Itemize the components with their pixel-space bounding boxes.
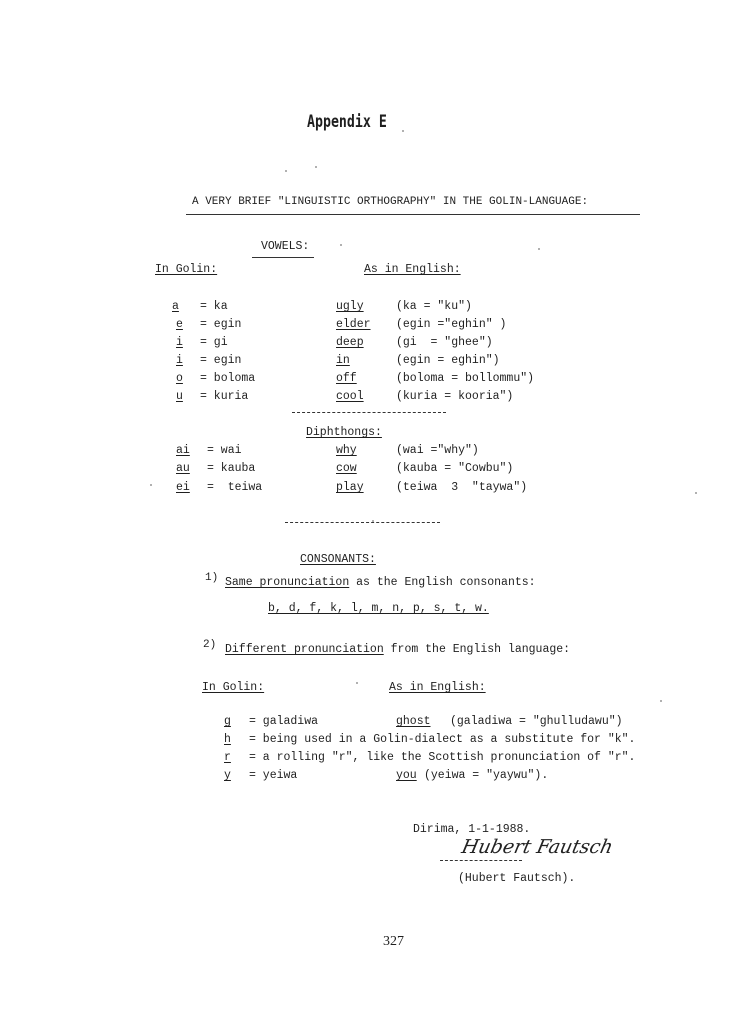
page-number: 327 <box>383 934 404 949</box>
item-text <box>225 643 570 656</box>
col-golin-header: In Golin: <box>155 263 218 276</box>
diphthong-note: (kauba = "Cowbu") <box>396 462 514 475</box>
vowel-note: (egin ="eghin" ) <box>396 318 507 331</box>
vowel-golin: = egin <box>200 318 242 331</box>
scan-speck <box>356 682 358 684</box>
consonant-letter: y <box>224 769 231 782</box>
consonant-letter: h <box>224 733 231 746</box>
diphthong-english: why <box>336 444 357 457</box>
consonant-note: (galadiwa = "ghulludawu") <box>450 715 623 728</box>
vowel-english: ugly <box>336 300 364 313</box>
consonant-note: (yeiwa = "yaywu"). <box>424 769 549 782</box>
vowel-golin: = boloma <box>200 372 256 385</box>
col-golin-header: In Golin: <box>202 681 265 694</box>
diphthong-english: play <box>336 481 364 494</box>
diphthongs-label: Diphthongs: <box>306 426 382 439</box>
consonant-text: = galadiwa <box>249 715 319 728</box>
item-text <box>225 576 536 589</box>
col-english-header: As in English: <box>389 681 486 694</box>
diphthong-english: cow <box>336 462 357 475</box>
vowel-letter: e <box>176 318 183 331</box>
section-heading: A VERY BRIEF "LINGUISTIC ORTHOGRAPHY" IN THE GOLIN-LANGUAGE: <box>192 196 589 208</box>
vowels-label: VOWELS: <box>261 240 310 253</box>
diphthong-letter: ai <box>176 444 190 457</box>
vowel-note: (boloma = bollommu") <box>396 372 535 385</box>
section-divider <box>292 412 446 413</box>
vowel-golin: = kuria <box>200 390 249 403</box>
scan-speck <box>660 700 662 702</box>
diphthong-golin: = teiwa <box>207 481 263 494</box>
diphthong-golin: = wai <box>207 444 242 457</box>
vowel-english: in <box>336 354 350 367</box>
consonant-text: = a rolling "r", like the Scottish pronunciation of "r". <box>249 751 636 764</box>
vowel-note: (gi = "ghee") <box>396 336 493 349</box>
vowel-letter: i <box>176 354 183 367</box>
col-english-header: As in English: <box>364 263 461 276</box>
diphthong-note: (wai ="why") <box>396 444 479 457</box>
vowel-golin: = ka <box>200 300 228 313</box>
scan-speck <box>695 492 697 494</box>
consonant-letter: r <box>224 751 231 764</box>
vowel-letter: u <box>176 390 183 403</box>
vowel-letter: i <box>176 336 183 349</box>
signature: Hubert Fautsch <box>459 836 616 858</box>
item-number: 1) <box>205 572 219 584</box>
vowels-rule <box>252 257 314 258</box>
consonants-label: CONSONANTS: <box>300 553 376 566</box>
vowel-note: (ka = "ku") <box>396 300 472 313</box>
vowel-golin: = egin <box>200 354 242 367</box>
diphthong-letter: ei <box>176 481 190 494</box>
item-rest: as the English consonants: <box>349 576 536 589</box>
signature-line <box>440 860 522 861</box>
item-label: Same pronunciation <box>225 576 350 589</box>
scan-speck <box>150 484 152 486</box>
scan-speck <box>372 520 374 522</box>
vowel-note: (kuria = kooria") <box>396 390 514 403</box>
item-number: 2) <box>203 639 217 651</box>
consonant-english: you <box>396 769 417 782</box>
page-title: Appendix E <box>307 112 387 132</box>
scan-speck <box>315 166 317 168</box>
vowel-letter: a <box>172 300 179 313</box>
consonant-text: = being used in a Golin-dialect as a substitute for "k". <box>249 733 636 746</box>
section-divider <box>285 522 440 523</box>
vowel-letter: o <box>176 372 183 385</box>
vowel-english: elder <box>336 318 371 331</box>
scan-speck <box>285 170 287 172</box>
same-consonants-list: b, d, f, k, l, m, n, p, s, t, w. <box>268 602 489 615</box>
heading-rule <box>186 214 640 215</box>
consonant-letter: g <box>224 715 231 728</box>
scan-speck <box>538 248 540 250</box>
vowel-note: (egin = eghin") <box>396 354 500 367</box>
place-date: Dirima, 1-1-1988. <box>413 823 531 836</box>
scan-speck <box>340 244 342 246</box>
vowel-english: off <box>336 372 357 385</box>
consonant-text: = yeiwa <box>249 769 298 782</box>
diphthong-note: (teiwa 3 "taywa") <box>396 481 528 494</box>
vowel-english: deep <box>336 336 364 349</box>
vowel-golin: = gi <box>200 336 228 349</box>
diphthong-letter: au <box>176 462 190 475</box>
signer-name: (Hubert Fautsch). <box>458 872 576 885</box>
item-label: Different pronunciation <box>225 643 384 656</box>
vowel-english: cool <box>336 390 364 403</box>
scan-speck <box>402 130 404 132</box>
diphthong-golin: = kauba <box>207 462 256 475</box>
item-rest: from the English language: <box>383 643 571 656</box>
consonant-english: ghost <box>396 715 431 728</box>
